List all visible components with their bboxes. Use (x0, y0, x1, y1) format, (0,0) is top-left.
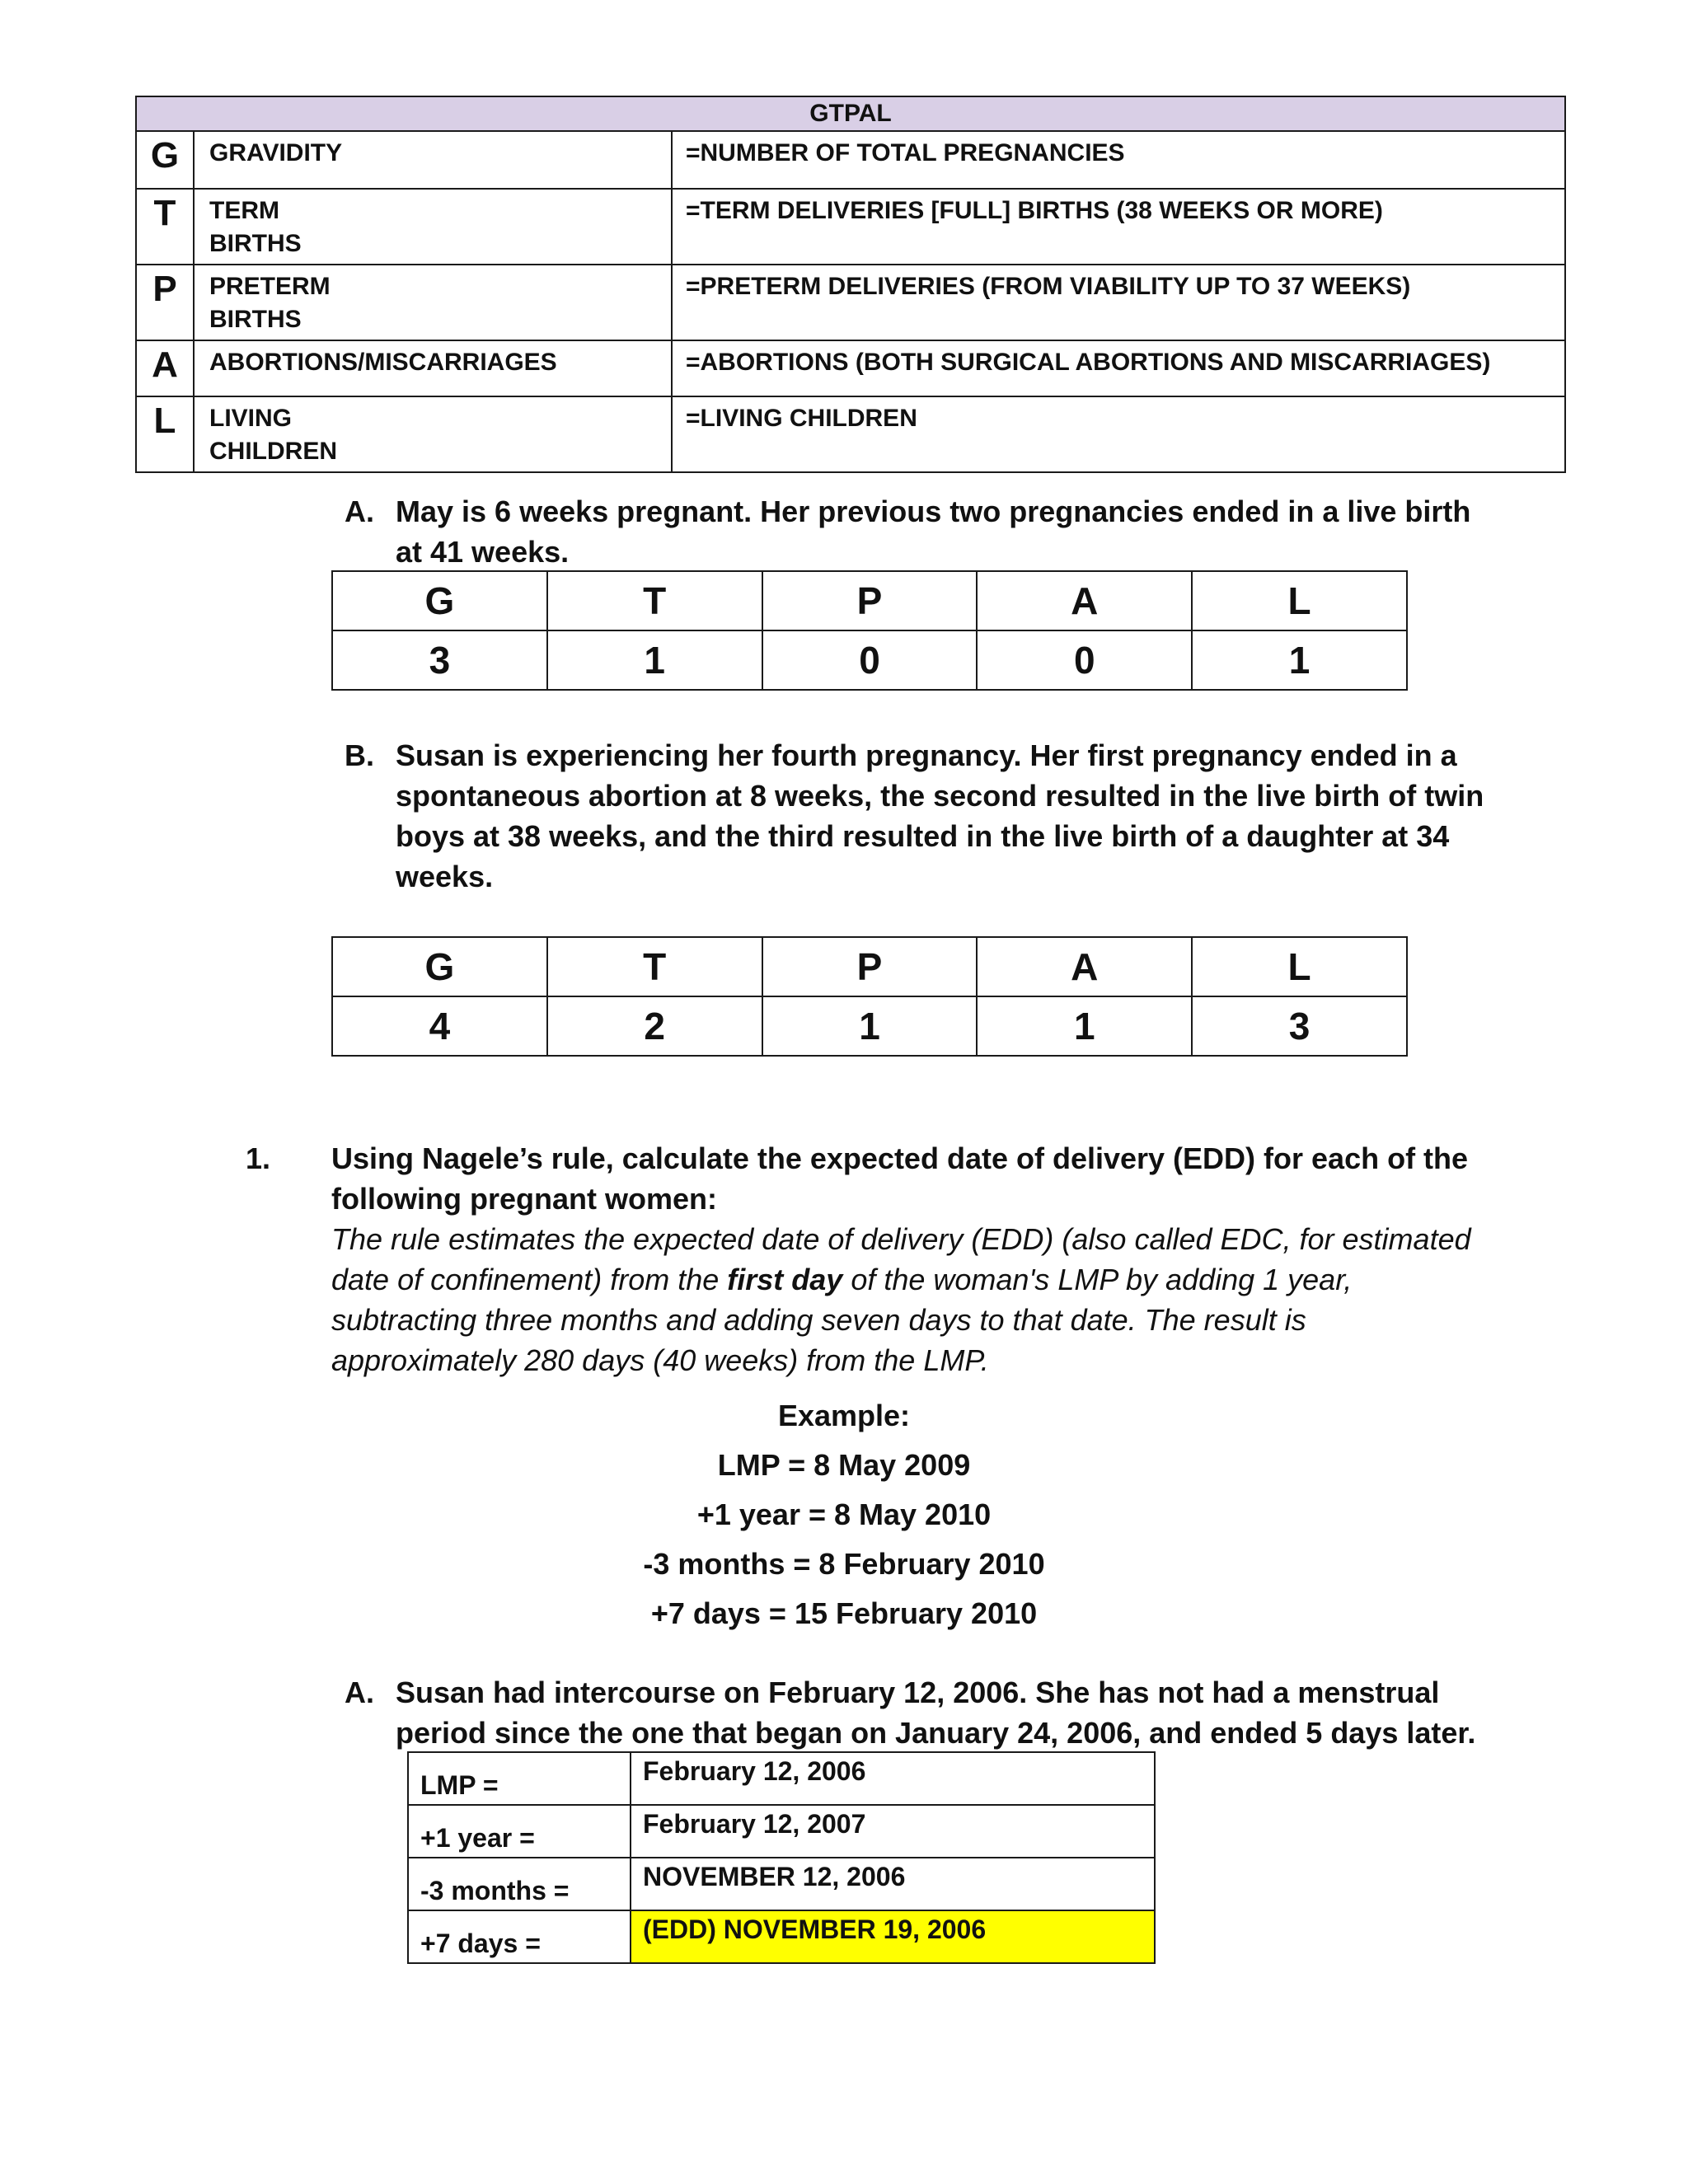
gtpal-row (136, 131, 1565, 189)
answer-header-t: T (547, 571, 762, 630)
example-line: +1 year = 8 May 2010 (696, 1497, 992, 1531)
question-a (345, 491, 1498, 572)
answer-value-g: 3 (332, 630, 547, 690)
answer-header-a: A (977, 937, 1192, 996)
calc-label: LMP = (408, 1752, 631, 1805)
question-c (345, 1672, 1498, 1753)
gtpal-term: GRAVIDITY (194, 131, 672, 189)
gtpal-term: TERM BIRTHS (194, 189, 672, 265)
gtpal-term: LIVING CHILDREN (194, 396, 672, 472)
gtpal-term: ABORTIONS/MISCARRIAGES (194, 340, 672, 396)
answer-header-p: P (762, 937, 978, 996)
answer-header-g: G (332, 571, 547, 630)
question-label: A. (345, 494, 374, 528)
answer-header-row (332, 571, 1407, 630)
answer-header-row (332, 937, 1407, 996)
answer-header-a: A (977, 571, 1192, 630)
gtpal-letter: T (136, 189, 194, 265)
gtpal-row (136, 189, 1565, 265)
answer-value-t: 2 (547, 996, 762, 1056)
rule-description-part: The rule estimates the expected date of delivery (EDD) (also called EDC, for estimated date of confinement) from the (331, 1222, 1471, 1296)
nagele-section (246, 1138, 1482, 1380)
answer-table-b (331, 936, 1408, 1057)
gtpal-row (136, 265, 1565, 340)
rule-description (331, 1219, 1482, 1380)
answer-header-g: G (332, 937, 547, 996)
calc-label: +7 days = (408, 1910, 631, 1963)
gtpal-letter: G (136, 131, 194, 189)
answer-value-t: 1 (547, 630, 762, 690)
question-text: Susan had intercourse on February 12, 2006. She has not had a menstrual period since the one that began on January 24, 2006, and ended 5 days later. (396, 1675, 1476, 1750)
calc-label: +1 year = (408, 1805, 631, 1858)
calc-row (408, 1910, 1155, 1963)
example-line: -3 months = 8 February 2010 (643, 1547, 1045, 1581)
gtpal-term: PRETERM BIRTHS (194, 265, 672, 340)
edd-result-highlight: (EDD) NOVEMBER 19, 2006 (631, 1910, 1155, 1963)
answer-table-a (331, 570, 1408, 691)
answer-value-g: 4 (332, 996, 547, 1056)
rule-description-emphasis: first day (727, 1263, 843, 1296)
calc-label: -3 months = (408, 1858, 631, 1910)
question-text: May is 6 weeks pregnant. Her previous two pregnancies ended in a live birth at 41 weeks. (396, 494, 1471, 569)
edd-calculation-table (407, 1751, 1156, 1964)
calc-row (408, 1858, 1155, 1910)
calc-value: February 12, 2006 (631, 1752, 1155, 1805)
answer-value-p: 1 (762, 996, 978, 1056)
calc-value: February 12, 2007 (631, 1805, 1155, 1858)
gtpal-letter: L (136, 396, 194, 472)
answer-value-row (332, 996, 1407, 1056)
item-number: 1. (246, 1141, 271, 1175)
calc-row (408, 1752, 1155, 1805)
rule-description-part: of the woman's LMP by adding 1 year, subtracting three months and adding seven days to that date. The result is approximately 280 days (40 weeks) from the LMP. (331, 1263, 1353, 1377)
answer-header-l: L (1192, 937, 1407, 996)
answer-value-l: 3 (1192, 996, 1407, 1056)
gtpal-row (136, 396, 1565, 472)
answer-value-a: 0 (977, 630, 1192, 690)
gtpal-definition: =PRETERM DELIVERIES (FROM VIABILITY UP TO 37 WEEKS) (672, 265, 1565, 340)
answer-header-l: L (1192, 571, 1407, 630)
question-label: A. (345, 1675, 374, 1709)
gtpal-letter: P (136, 265, 194, 340)
answer-header-t: T (547, 937, 762, 996)
gtpal-definition: =ABORTIONS (BOTH SURGICAL ABORTIONS AND MISCARRIAGES) (672, 340, 1565, 396)
answer-value-row (332, 630, 1407, 690)
answer-header-p: P (762, 571, 978, 630)
example-title: Example: (777, 1399, 911, 1432)
answer-value-l: 1 (1192, 630, 1407, 690)
gtpal-definition: =LIVING CHILDREN (672, 396, 1565, 472)
example-block (0, 1391, 1688, 1638)
gtpal-row (136, 340, 1565, 396)
item-heading: Using Nagele’s rule, calculate the expected date of delivery (EDD) for each of the following pregnant women: (331, 1141, 1469, 1216)
gtpal-definition: =TERM DELIVERIES [FULL] BIRTHS (38 WEEKS OR MORE) (672, 189, 1565, 265)
question-b (345, 735, 1498, 897)
calc-value: NOVEMBER 12, 2006 (631, 1858, 1155, 1910)
example-line: +7 days = 15 February 2010 (650, 1596, 1038, 1630)
gtpal-table (135, 96, 1566, 473)
calc-row (408, 1805, 1155, 1858)
example-line: LMP = 8 May 2009 (717, 1448, 971, 1482)
gtpal-definition: =NUMBER OF TOTAL PREGNANCIES (672, 131, 1565, 189)
answer-value-p: 0 (762, 630, 978, 690)
question-label: B. (345, 738, 374, 772)
question-text: Susan is experiencing her fourth pregnancy. Her first pregnancy ended in a spontaneous abortion at 8 weeks, the second resulted in the live birth of twin boys at 38 weeks, and the third resulted in the live birth of a daughter at 34 weeks. (396, 738, 1484, 893)
gtpal-title: GTPAL (136, 96, 1565, 131)
gtpal-letter: A (136, 340, 194, 396)
answer-value-a: 1 (977, 996, 1192, 1056)
